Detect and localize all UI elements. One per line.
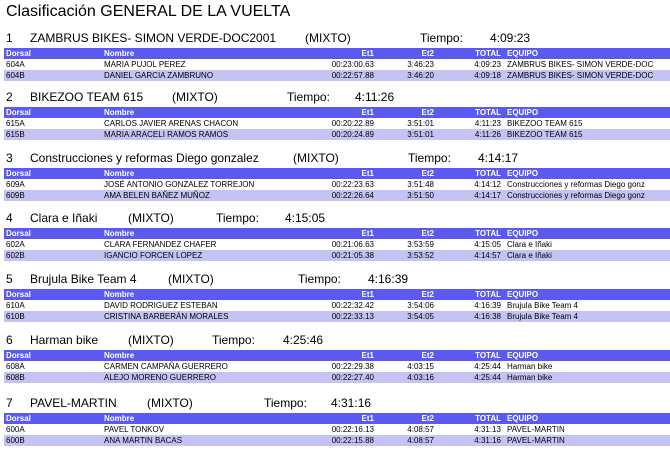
team-category: (MIXTO) bbox=[305, 31, 351, 45]
cell-et2: 4:03:15 bbox=[407, 362, 434, 371]
team-time: 4:15:05 bbox=[285, 211, 326, 225]
column-header-total: TOTAL bbox=[475, 108, 501, 117]
table-row bbox=[4, 239, 670, 250]
cell-et2: 3:51:48 bbox=[407, 180, 434, 189]
column-header-dorsal: Dorsal bbox=[6, 169, 31, 178]
cell-et1: 00:22:15.88 bbox=[331, 436, 374, 445]
cell-nombre: ANA MARTIN BACAS bbox=[104, 436, 183, 445]
cell-nombre: CARLOS JAVIER ARENAS CHACON bbox=[104, 119, 239, 128]
column-header-et1: Et1 bbox=[361, 108, 374, 117]
cell-dorsal: 602B bbox=[6, 251, 25, 260]
cell-total: 4:14:57 bbox=[474, 251, 501, 260]
team-block bbox=[0, 31, 670, 83]
table-row bbox=[4, 311, 670, 322]
cell-total: 4:11:26 bbox=[474, 130, 501, 139]
team-category: (MIXTO) bbox=[172, 90, 218, 104]
title-main: GENERAL DE LA VUELTA bbox=[100, 3, 291, 20]
cell-nombre: MARIA PUJOL PEREZ bbox=[104, 60, 186, 69]
cell-total: 4:31:13 bbox=[474, 425, 501, 434]
column-header-nombre: Nombre bbox=[104, 108, 135, 117]
team-num: 3 bbox=[6, 151, 13, 165]
team-name: BIKEZOO TEAM 615 bbox=[30, 90, 144, 104]
team-name: Brujula Bike Team 4 bbox=[30, 272, 137, 286]
cell-et2: 3:51:50 bbox=[407, 191, 434, 200]
table-row bbox=[4, 361, 670, 372]
table-row bbox=[4, 435, 670, 446]
cell-et2: 3:53:59 bbox=[407, 240, 434, 249]
cell-et2: 4:08:57 bbox=[407, 425, 434, 434]
table-row bbox=[4, 190, 670, 201]
team-num: 7 bbox=[6, 396, 13, 410]
team-name: Harman bike bbox=[30, 333, 99, 347]
cell-equipo: Harman bike bbox=[507, 362, 553, 371]
cell-et1: 00:22:33.13 bbox=[331, 312, 374, 321]
team-tiempo-label: Tiempo: bbox=[408, 151, 451, 165]
team-category: (MIXTO) bbox=[168, 272, 214, 286]
column-header-equipo: EQUIPO bbox=[507, 351, 539, 360]
cell-et2: 3:54:05 bbox=[407, 312, 434, 321]
cell-dorsal: 615A bbox=[6, 119, 25, 128]
cell-et2: 3:51:01 bbox=[407, 130, 434, 139]
cell-et1: 00:22:57.88 bbox=[331, 71, 374, 80]
team-block bbox=[0, 396, 670, 448]
team-header bbox=[0, 211, 670, 227]
cell-et2: 3:54:06 bbox=[407, 301, 434, 310]
team-num: 5 bbox=[6, 272, 13, 286]
team-num: 4 bbox=[6, 211, 13, 225]
cell-et1: 00:23:00.63 bbox=[331, 60, 374, 69]
cell-equipo: Construcciones y reformas Diego gonz bbox=[507, 180, 645, 189]
table-row bbox=[4, 118, 670, 129]
column-header-et1: Et1 bbox=[361, 49, 374, 58]
team-name: Clara e Iñaki bbox=[30, 211, 98, 225]
cell-total: 4:31:16 bbox=[474, 436, 501, 445]
cell-et1: 00:22:23.63 bbox=[331, 180, 374, 189]
table-header bbox=[4, 350, 670, 361]
column-header-total: TOTAL bbox=[475, 414, 501, 423]
cell-equipo: Brujula Bike Team 4 bbox=[507, 301, 578, 310]
column-header-equipo: EQUIPO bbox=[507, 414, 539, 423]
cell-equipo: Clara e Iñaki bbox=[507, 251, 552, 260]
cell-dorsal: 608A bbox=[6, 362, 25, 371]
column-header-equipo: EQUIPO bbox=[507, 229, 539, 238]
cell-dorsal: 609B bbox=[6, 191, 25, 200]
team-tiempo-label: Tiempo: bbox=[298, 272, 341, 286]
cell-et2: 3:46:20 bbox=[407, 71, 434, 80]
cell-dorsal: 604B bbox=[6, 71, 25, 80]
table-row bbox=[4, 250, 670, 261]
team-num: 2 bbox=[6, 90, 13, 104]
cell-et1: 00:22:26.64 bbox=[331, 191, 374, 200]
table-row bbox=[4, 129, 670, 140]
column-header-et1: Et1 bbox=[361, 290, 374, 299]
team-header bbox=[0, 333, 670, 349]
column-header-nombre: Nombre bbox=[104, 169, 135, 178]
column-header-et1: Et1 bbox=[361, 229, 374, 238]
cell-nombre: JOSÉ ANTONIO GONZALEZ TORREJON bbox=[104, 180, 255, 189]
column-header-et2: Et2 bbox=[421, 414, 434, 423]
cell-et2: 3:53:52 bbox=[407, 251, 434, 260]
column-header-et2: Et2 bbox=[421, 49, 434, 58]
team-category: (MIXTO) bbox=[128, 333, 174, 347]
team-time: 4:09:23 bbox=[490, 31, 531, 45]
table-row bbox=[4, 372, 670, 383]
column-header-nombre: Nombre bbox=[104, 351, 135, 360]
table-header bbox=[4, 168, 670, 179]
team-header bbox=[0, 90, 670, 106]
team-tiempo-label: Tiempo: bbox=[216, 211, 259, 225]
column-header-dorsal: Dorsal bbox=[6, 351, 31, 360]
cell-dorsal: 615B bbox=[6, 130, 25, 139]
cell-dorsal: 610A bbox=[6, 301, 25, 310]
table-row bbox=[4, 59, 670, 70]
column-header-et2: Et2 bbox=[421, 290, 434, 299]
team-num: 6 bbox=[6, 333, 13, 347]
cell-dorsal: 608B bbox=[6, 373, 25, 382]
table-row bbox=[4, 70, 670, 81]
cell-total: 4:16:38 bbox=[474, 312, 501, 321]
column-header-nombre: Nombre bbox=[104, 229, 135, 238]
cell-equipo: ZAMBRUS BIKES- SIMON VERDE-DOC bbox=[507, 71, 654, 80]
team-time: 4:16:39 bbox=[368, 272, 409, 286]
cell-total: 4:14:12 bbox=[474, 180, 501, 189]
cell-equipo: Brujula Bike Team 4 bbox=[507, 312, 578, 321]
cell-et1: 00:22:16.13 bbox=[331, 425, 374, 434]
table-row bbox=[4, 300, 670, 311]
cell-equipo: Construcciones y reformas Diego gonz bbox=[507, 191, 645, 200]
cell-et2: 4:08:57 bbox=[407, 436, 434, 445]
table-header bbox=[4, 413, 670, 424]
cell-et2: 4:03:16 bbox=[407, 373, 434, 382]
cell-et1: 00:22:32.42 bbox=[331, 301, 374, 310]
cell-equipo: BIKEZOO TEAM 615 bbox=[507, 119, 583, 128]
column-header-equipo: EQUIPO bbox=[507, 290, 539, 299]
team-block bbox=[0, 90, 670, 142]
cell-et2: 3:46:23 bbox=[407, 60, 434, 69]
column-header-total: TOTAL bbox=[475, 169, 501, 178]
team-header bbox=[0, 151, 670, 167]
cell-total: 4:09:18 bbox=[474, 71, 501, 80]
table-header bbox=[4, 48, 670, 59]
team-tiempo-label: Tiempo: bbox=[264, 396, 307, 410]
table-header bbox=[4, 107, 670, 118]
cell-nombre: DANIEL GARCIA ZAMBRUNO bbox=[104, 71, 214, 80]
title-prefix: Clasificación bbox=[6, 3, 96, 20]
team-time: 4:31:16 bbox=[331, 396, 372, 410]
team-block bbox=[0, 151, 670, 203]
team-tiempo-label: Tiempo: bbox=[287, 90, 330, 104]
team-tiempo-label: Tiempo: bbox=[420, 31, 463, 45]
cell-et1: 00:20:24.89 bbox=[331, 130, 374, 139]
cell-total: 4:09:23 bbox=[474, 60, 501, 69]
cell-et2: 3:51:01 bbox=[407, 119, 434, 128]
cell-et1: 00:20:22.89 bbox=[331, 119, 374, 128]
cell-et1: 00:22:27.40 bbox=[331, 373, 374, 382]
cell-et1: 00:21:05.38 bbox=[331, 251, 374, 260]
cell-dorsal: 600A bbox=[6, 425, 25, 434]
team-block bbox=[0, 272, 670, 324]
column-header-dorsal: Dorsal bbox=[6, 229, 31, 238]
cell-nombre: DAVID RODRIGUEZ ESTEBAN bbox=[104, 301, 218, 310]
column-header-nombre: Nombre bbox=[104, 414, 135, 423]
cell-dorsal: 610B bbox=[6, 312, 25, 321]
team-time: 4:14:17 bbox=[478, 151, 519, 165]
cell-equipo: PAVEL-MARTIN bbox=[507, 425, 565, 434]
team-time: 4:11:26 bbox=[355, 90, 395, 104]
cell-total: 4:15:05 bbox=[474, 240, 501, 249]
column-header-dorsal: Dorsal bbox=[6, 49, 31, 58]
cell-nombre: PAVEL TONKOV bbox=[104, 425, 165, 434]
column-header-equipo: EQUIPO bbox=[507, 49, 539, 58]
cell-et1: 00:22:29.38 bbox=[331, 362, 374, 371]
column-header-equipo: EQUIPO bbox=[507, 169, 539, 178]
cell-nombre: MARIA ARACELI RAMOS RAMOS bbox=[104, 130, 229, 139]
cell-nombre: CARMEN CAMPAÑA GUERRERO bbox=[104, 362, 228, 371]
column-header-total: TOTAL bbox=[475, 49, 501, 58]
cell-dorsal: 609A bbox=[6, 180, 25, 189]
team-name: PAVEL-MARTIN bbox=[30, 396, 117, 410]
column-header-dorsal: Dorsal bbox=[6, 108, 31, 117]
team-name: ZAMBRUS BIKES- SIMON VERDE-DOC2001 bbox=[30, 31, 277, 45]
cell-nombre: ALEJO MORENO GUERRERO bbox=[104, 373, 217, 382]
column-header-et1: Et1 bbox=[361, 169, 374, 178]
team-header bbox=[0, 396, 670, 412]
team-header bbox=[0, 272, 670, 288]
cell-total: 4:16:39 bbox=[474, 301, 501, 310]
column-header-et2: Et2 bbox=[421, 108, 434, 117]
team-num: 1 bbox=[6, 31, 13, 45]
cell-et1: 00:21:06.63 bbox=[331, 240, 374, 249]
cell-total: 4:11:23 bbox=[474, 119, 501, 128]
column-header-total: TOTAL bbox=[475, 351, 501, 360]
column-header-equipo: EQUIPO bbox=[507, 108, 539, 117]
cell-nombre: CRISTINA BARBERÁN MORALES bbox=[104, 312, 229, 321]
cell-nombre: CLARA FERNANDEZ CHAFER bbox=[104, 240, 217, 249]
team-name: Construcciones y reformas Diego gonzalez bbox=[30, 151, 259, 165]
column-header-et2: Et2 bbox=[421, 351, 434, 360]
column-header-nombre: Nombre bbox=[104, 49, 135, 58]
cell-nombre: AMA BELEN BAÑEZ MUÑOZ bbox=[104, 191, 210, 200]
table-header bbox=[4, 289, 670, 300]
table-header bbox=[4, 228, 670, 239]
column-header-total: TOTAL bbox=[475, 229, 501, 238]
cell-dorsal: 604A bbox=[6, 60, 25, 69]
cell-total: 4:14:17 bbox=[474, 191, 501, 200]
cell-equipo: Harman bike bbox=[507, 373, 553, 382]
table-row bbox=[4, 179, 670, 190]
column-header-et2: Et2 bbox=[421, 229, 434, 238]
team-category: (MIXTO) bbox=[128, 211, 174, 225]
cell-nombre: IGANCIO FORCEN LOPEZ bbox=[104, 251, 203, 260]
team-block bbox=[0, 211, 670, 263]
team-tiempo-label: Tiempo: bbox=[212, 333, 255, 347]
column-header-dorsal: Dorsal bbox=[6, 290, 31, 299]
team-block bbox=[0, 333, 670, 385]
cell-dorsal: 602A bbox=[6, 240, 25, 249]
cell-total: 4:25:44 bbox=[474, 373, 501, 382]
column-header-nombre: Nombre bbox=[104, 290, 135, 299]
team-header bbox=[0, 31, 670, 47]
column-header-dorsal: Dorsal bbox=[6, 414, 31, 423]
cell-equipo: Clara e Iñaki bbox=[507, 240, 552, 249]
cell-equipo: PAVEL-MARTIN bbox=[507, 436, 565, 445]
column-header-et1: Et1 bbox=[361, 351, 374, 360]
cell-dorsal: 600B bbox=[6, 436, 25, 445]
column-header-total: TOTAL bbox=[475, 290, 501, 299]
cell-equipo: BIKEZOO TEAM 615 bbox=[507, 130, 583, 139]
team-category: (MIXTO) bbox=[147, 396, 193, 410]
table-row bbox=[4, 424, 670, 435]
team-category: (MIXTO) bbox=[293, 151, 339, 165]
cell-equipo: ZAMBRUS BIKES- SIMON VERDE-DOC bbox=[507, 60, 654, 69]
column-header-et1: Et1 bbox=[361, 414, 374, 423]
cell-total: 4:25:44 bbox=[474, 362, 501, 371]
column-header-et2: Et2 bbox=[421, 169, 434, 178]
page-title bbox=[6, 3, 290, 21]
team-time: 4:25:46 bbox=[283, 333, 324, 347]
